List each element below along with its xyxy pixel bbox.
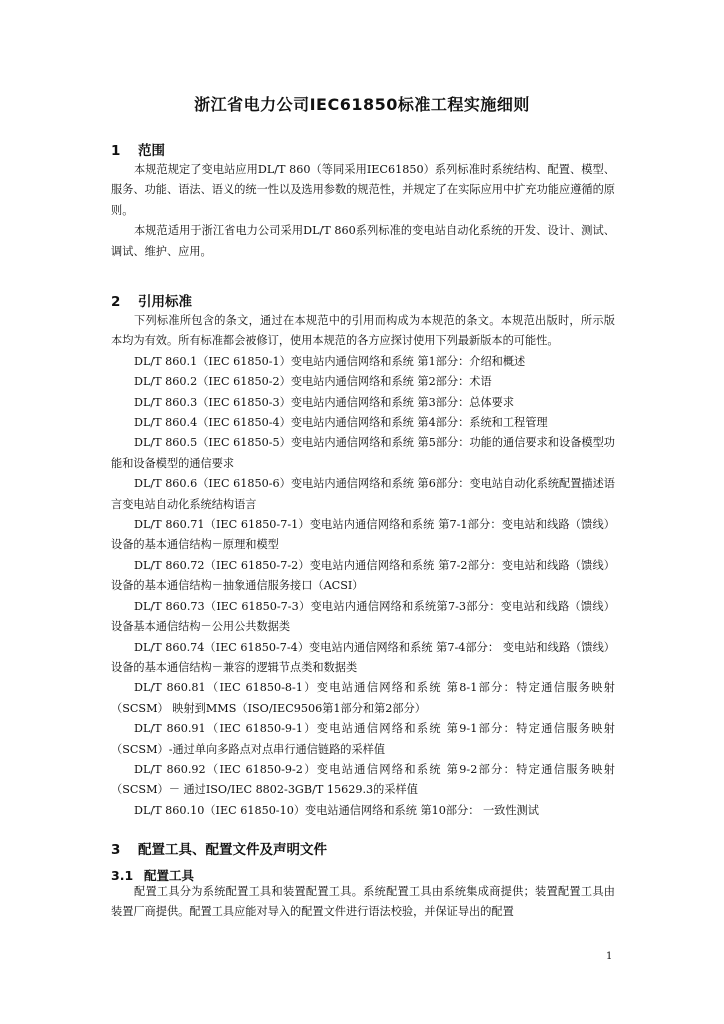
section-2-title: 引用标准 (138, 294, 192, 310)
section-3-1-paragraph: 配置工具分为系统配置工具和装置配置工具。系统配置工具由系统集成商提供；装置配置工具由装置厂商提供。配置工具应能对导入的配置文件进行语法校验，并保证导出的配置 (111, 885, 615, 919)
section-3-1-title: 配置工具 (144, 868, 195, 883)
reference-item: DL/T 860.74（IEC 61850-7-4）变电站内通信网络和系统 第7-4部分： 变电站和线路（馈线）设备的基本通信结构－兼容的逻辑节点类和数据类 (111, 640, 615, 674)
reference-item: DL/T 860.2（IEC 61850-2）变电站内通信网络和系统 第2部分：术语 (134, 375, 492, 389)
section-1-body (111, 160, 615, 262)
reference-item: DL/T 860.6（IEC 61850-6）变电站内通信网络和系统 第6部分：变电站自动化系统配置描述语言变电站自动化系统结构语言 (111, 477, 615, 511)
page-number: 1 (606, 951, 613, 962)
section-3-heading (111, 838, 327, 858)
reference-item: DL/T 860.71（IEC 61850-7-1）变电站内通信网络和系统 第7-1部分：变电站和线路（馈线）设备的基本通信结构－原理和模型 (111, 518, 615, 552)
section-2-body (111, 311, 615, 821)
reference-item: DL/T 860.10（IEC 61850-10）变电站通信网络和系统 第10部分： 一致性测试 (134, 803, 539, 817)
reference-item: DL/T 860.72（IEC 61850-7-2）变电站内通信网络和系统 第7-2部分：变电站和线路（馈线）设备的基本通信结构－抽象通信服务接口（ACSI） (111, 558, 615, 593)
section-1-title: 范围 (138, 143, 165, 159)
reference-item: DL/T 860.4（IEC 61850-4）变电站内通信网络和系统 第4部分：系统和工程管理 (134, 416, 548, 430)
reference-item: DL/T 860.5（IEC 61850-5）变电站内通信网络和系统 第5部分：功能的通信要求和设备模型功能和设备模型的通信要求 (111, 436, 615, 470)
section-1-paragraph-2: 本规范适用于浙江省电力公司采用DL/T 860系列标准的变电站自动化系统的开发、设计、测试、调试、维护、应用。 (111, 224, 615, 258)
section-3-number: 3 (111, 842, 121, 858)
reference-item: DL/T 860.3（IEC 61850-3）变电站内通信网络和系统 第3部分：总体要求 (134, 395, 515, 409)
section-2-heading (111, 290, 192, 310)
section-3-1-body (111, 882, 615, 923)
section-3-1-number: 3.1 (111, 868, 134, 883)
section-1-heading (111, 139, 165, 159)
section-2-number: 2 (111, 294, 121, 310)
section-3-title: 配置工具、配置文件及声明文件 (138, 842, 327, 858)
section-2-intro: 下列标准所包含的条文，通过在本规范中的引用而构成为本规范的条文。本规范出版时，所示版本均为有效。所有标准都会被修订，使用本规范的各方应探讨使用下列最新版本的可能性。 (111, 314, 615, 348)
document-title: 浙江省电力公司IEC61850标准工程实施细则 (194, 95, 530, 114)
reference-item: DL/T 860.91（IEC 61850-9-1）变电站通信网络和系统 第9-1部分：特定通信服务映射（SCSM）-通过单向多路点对点串行通信链路的采样值 (111, 722, 615, 756)
reference-item: DL/T 860.73（IEC 61850-7-3）变电站内通信网络和系统第7-3部分：变电站和线路（馈线）设备基本通信结构－公用公共数据类 (111, 599, 615, 634)
reference-item: DL/T 860.81（IEC 61850-8-1）变电站通信网络和系统 第8-1部分：特定通信服务映射（SCSM） 映射到MMS（ISO/IEC9506第1部分和第2部分） (111, 681, 615, 715)
reference-item: DL/T 860.92（IEC 61850-9-2）变电站通信网络和系统 第9-2部分：特定通信服务映射（SCSM）－ 通过ISO/IEC 8802-3GB/T 15629.3的采样值 (111, 762, 615, 797)
reference-item: DL/T 860.1（IEC 61850-1）变电站内通信网络和系统 第1部分：介绍和概述 (134, 354, 526, 368)
section-1-number: 1 (111, 143, 121, 159)
section-1-paragraph-1: 本规范规定了变电站应用DL/T 860（等同采用IEC61850）系列标准时系统结构、配置、模型、服务、功能、语法、语义的统一性以及选用参数的规范性，并规定了在实际应用中扩充功能应遵循的原则。 (111, 163, 615, 217)
